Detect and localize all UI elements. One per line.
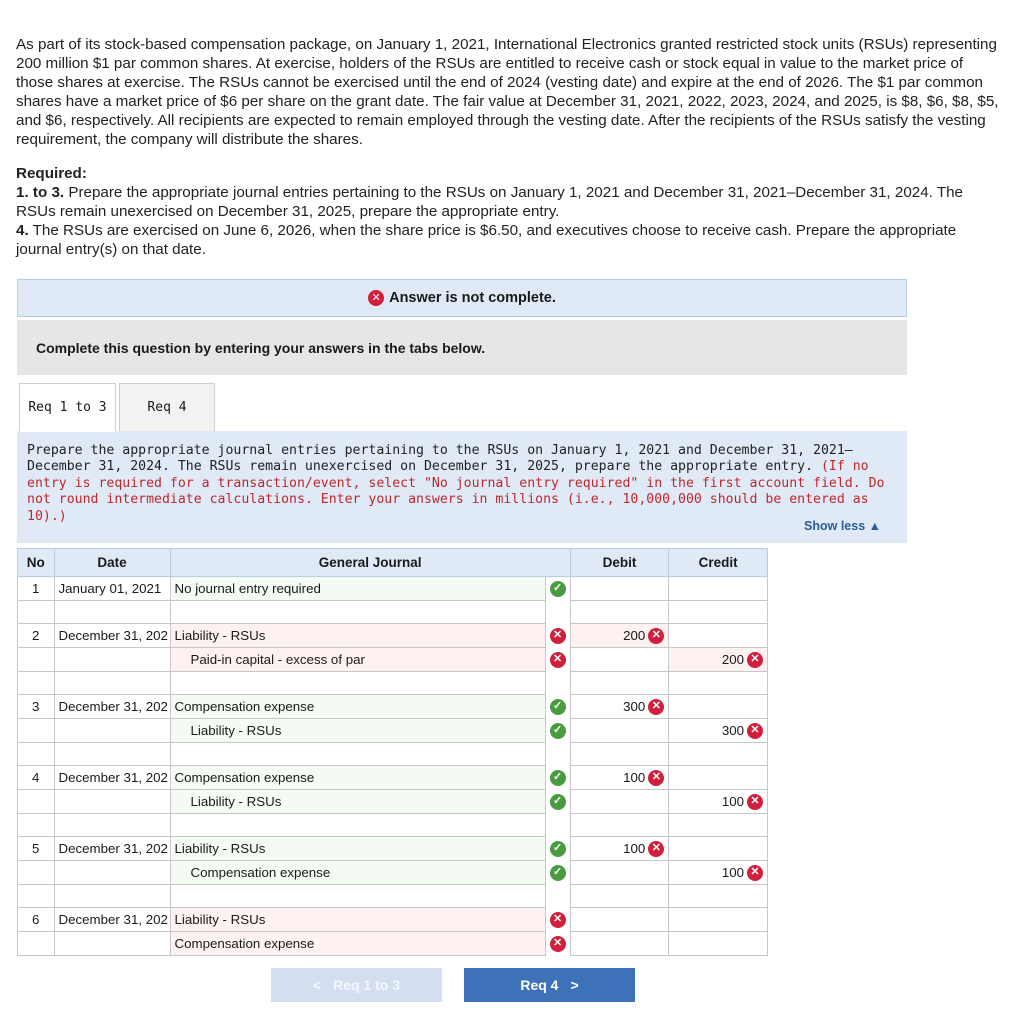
x-circle-icon: ✕	[747, 794, 763, 810]
date-field[interactable]	[54, 932, 170, 956]
debit-amount	[623, 628, 664, 644]
check-circle-icon: ✓	[550, 841, 566, 857]
instruction-text: Complete this question by entering your answers in the tabs below.	[36, 339, 486, 356]
empty-cell	[669, 743, 768, 766]
account-mark	[545, 766, 570, 790]
required-item-1	[16, 183, 1001, 221]
account-mark	[545, 790, 570, 814]
show-less-link[interactable]: Show less ▲	[804, 518, 881, 533]
header-debit: Debit	[570, 549, 669, 577]
required-item-4-number: 4.	[16, 222, 29, 239]
date-field[interactable]	[54, 790, 170, 814]
empty-cell	[545, 814, 570, 837]
debit-field[interactable]	[570, 861, 669, 885]
credit-field[interactable]	[669, 648, 768, 672]
journal-row	[18, 719, 768, 743]
account-field[interactable]	[170, 719, 545, 743]
date-text: January 01, 2021	[58, 581, 162, 596]
debit-value: 200	[623, 628, 646, 643]
credit-field[interactable]	[669, 861, 768, 885]
required-item-4	[16, 221, 1001, 259]
account-mark	[545, 908, 570, 932]
account-field[interactable]	[170, 932, 545, 956]
date-field[interactable]	[54, 861, 170, 885]
journal-row	[18, 624, 768, 648]
journal-header-row	[18, 549, 768, 577]
debit-field[interactable]	[570, 577, 669, 601]
account-text: Compensation expense	[190, 865, 331, 880]
date-field[interactable]	[54, 719, 170, 743]
debit-field[interactable]	[570, 648, 669, 672]
empty-cell	[669, 885, 768, 908]
x-circle-icon: ✕	[550, 936, 566, 952]
debit-value: 100	[623, 770, 646, 785]
entry-number	[18, 908, 55, 932]
journal-row	[18, 695, 768, 719]
entry-number-text: 3	[32, 699, 40, 714]
entry-number	[18, 719, 55, 743]
prev-req-button[interactable]	[271, 968, 442, 1002]
debit-value: 300	[623, 699, 646, 714]
empty-cell	[170, 743, 545, 766]
credit-field[interactable]	[669, 624, 768, 648]
account-text: Compensation expense	[174, 936, 315, 951]
account-field[interactable]	[170, 577, 545, 601]
date-field[interactable]	[54, 648, 170, 672]
account-field[interactable]	[170, 624, 545, 648]
empty-cell	[18, 601, 55, 624]
debit-field[interactable]	[570, 719, 669, 743]
account-text: Liability - RSUs	[190, 794, 282, 809]
empty-cell	[170, 814, 545, 837]
journal-row	[18, 766, 768, 790]
journal-body	[18, 577, 768, 956]
x-circle-icon: ✕	[747, 865, 763, 881]
check-circle-icon: ✓	[550, 723, 566, 739]
account-field[interactable]	[170, 695, 545, 719]
problem-text: As part of its stock-based compensation package, on January 1, 2021, International Electronics granted restricted stock units (RSUs) representing 200 million $1 par common shares. At exercise, holders of the RSUs are entitled to receive cash or stock equal in value to the market price of those shares at exercise. The RSUs cannot be exercised until the end of 2024 (vesting date) and expire at the end of 2026. The $1 par common shares have a market price of $6 per share on the grant date. The fair value at December 31, 2021, 2022, 2023, 2024, and 2025, is $8, $6, $8, $5, and $6, respectively. All recipients are expected to remain employed through the vesting date. After the recipients of the RSUs satisfy the vesting requirement, the company will distribute the shares.	[16, 36, 999, 148]
account-mark	[545, 932, 570, 956]
journal-row	[18, 790, 768, 814]
x-circle-icon: ✕	[747, 652, 763, 668]
entry-number	[18, 624, 55, 648]
date-field[interactable]	[54, 766, 170, 790]
credit-field[interactable]	[669, 932, 768, 956]
credit-amount	[722, 865, 763, 881]
chevron-right-icon: >	[570, 977, 579, 993]
date-text: December 31, 202	[58, 628, 168, 643]
account-text: Liability - RSUs	[190, 723, 282, 738]
account-text: Compensation expense	[174, 770, 315, 785]
empty-cell	[170, 672, 545, 695]
header-date: Date	[54, 549, 170, 577]
account-text: Compensation expense	[174, 699, 315, 714]
required-item-4-text: The RSUs are exercised on June 6, 2026, when the share price is $6.50, and executives choose to receive cash. Prepare the appropriate journal entry(s) on that date.	[16, 222, 957, 258]
tab-req-4[interactable]	[119, 383, 215, 432]
debit-amount	[623, 770, 664, 786]
x-circle-icon: ✕	[550, 628, 566, 644]
empty-cell	[545, 601, 570, 624]
entry-number	[18, 648, 55, 672]
entry-number-text: 5	[32, 841, 40, 856]
empty-cell	[570, 601, 669, 624]
entry-number-text: 6	[32, 912, 40, 927]
entry-number	[18, 837, 55, 861]
entry-number	[18, 861, 55, 885]
date-text: December 31, 202	[58, 770, 168, 785]
credit-field[interactable]	[669, 577, 768, 601]
empty-cell	[18, 885, 55, 908]
next-req-button[interactable]	[464, 968, 635, 1002]
spacer-row	[18, 601, 768, 624]
entry-number	[18, 695, 55, 719]
empty-cell	[54, 672, 170, 695]
credit-amount	[722, 794, 763, 810]
x-circle-icon: ✕	[648, 699, 664, 715]
empty-cell	[570, 814, 669, 837]
check-circle-icon: ✓	[550, 581, 566, 597]
empty-cell	[54, 743, 170, 766]
required-item-1-text: Prepare the appropriate journal entries pertaining to the RSUs on January 1, 2021 and December 31, 2021–December 31, 2024. The RSUs remain unexercised on December 31, 2025, prepare the appropriate entry.	[16, 184, 963, 220]
journal-row	[18, 861, 768, 885]
journal-row	[18, 648, 768, 672]
required-heading: Required:	[16, 165, 87, 182]
problem-statement	[16, 36, 1001, 149]
spacer-row	[18, 743, 768, 766]
x-circle-icon: ✕	[648, 770, 664, 786]
empty-cell	[570, 743, 669, 766]
credit-field[interactable]	[669, 908, 768, 932]
credit-value: 100	[721, 865, 744, 880]
journal-table	[17, 548, 768, 956]
account-field[interactable]	[170, 861, 545, 885]
credit-field[interactable]	[669, 837, 768, 861]
check-circle-icon: ✓	[550, 865, 566, 881]
header-general-journal: General Journal	[170, 549, 570, 577]
account-mark	[545, 577, 570, 601]
empty-cell	[18, 814, 55, 837]
spacer-row	[18, 814, 768, 837]
prev-req-label: Req 1 to 3	[333, 977, 401, 993]
date-field[interactable]	[54, 624, 170, 648]
x-circle-icon: ✕	[550, 652, 566, 668]
empty-cell	[545, 743, 570, 766]
empty-cell	[54, 814, 170, 837]
account-text: Liability - RSUs	[174, 912, 266, 927]
entry-number	[18, 932, 55, 956]
chevron-left-icon: <	[312, 977, 322, 993]
journal-row	[18, 837, 768, 861]
credit-value: 100	[721, 794, 744, 809]
entry-number	[18, 790, 55, 814]
header-no: No	[18, 549, 55, 577]
empty-cell	[170, 601, 545, 624]
account-text: Liability - RSUs	[174, 841, 266, 856]
required-item-1-number: 1. to 3.	[16, 184, 65, 201]
panel-text: Prepare the appropriate journal entries pertaining to the RSUs on January 1, 2021 and December 31, 2021–December 31, 2024. The RSUs remain unexercised on December 31, 2025, prepare the appropriate entry.	[27, 443, 853, 475]
check-circle-icon: ✓	[550, 794, 566, 810]
account-text: No journal entry required	[174, 581, 321, 596]
debit-field[interactable]	[570, 695, 669, 719]
debit-field[interactable]	[570, 932, 669, 956]
empty-cell	[570, 885, 669, 908]
panel-hint: (If no entry is required for a transaction/event, select "No journal entry required" in the first account field. Do not round intermediate calculations. Enter your answers in millions (i.e., 10,000,000 should be entered as 10).)	[27, 459, 885, 524]
date-field[interactable]	[54, 837, 170, 861]
empty-cell	[570, 672, 669, 695]
question-panel	[17, 431, 907, 543]
header-credit: Credit	[669, 549, 768, 577]
journal-row	[18, 932, 768, 956]
credit-field[interactable]	[669, 695, 768, 719]
debit-field[interactable]	[570, 766, 669, 790]
account-field[interactable]	[170, 908, 545, 932]
account-field[interactable]	[170, 648, 545, 672]
empty-cell	[170, 885, 545, 908]
debit-field[interactable]	[570, 908, 669, 932]
debit-field[interactable]	[570, 790, 669, 814]
account-field[interactable]	[170, 766, 545, 790]
answer-status-bar	[17, 279, 907, 317]
empty-cell	[669, 672, 768, 695]
x-circle-icon: ✕	[648, 841, 664, 857]
account-text: Liability - RSUs	[174, 628, 266, 643]
journal-row	[18, 908, 768, 932]
empty-cell	[18, 672, 55, 695]
date-field[interactable]	[54, 577, 170, 601]
required-section	[16, 164, 1001, 259]
account-field[interactable]	[170, 790, 545, 814]
account-mark	[545, 719, 570, 743]
entry-number	[18, 577, 55, 601]
account-mark	[545, 837, 570, 861]
credit-field[interactable]	[669, 766, 768, 790]
account-text: Paid-in capital - excess of par	[190, 652, 365, 667]
debit-value: 100	[623, 841, 646, 856]
spacer-row	[18, 672, 768, 695]
x-circle-icon: ✕	[368, 290, 384, 306]
account-field[interactable]	[170, 837, 545, 861]
entry-number-text: 1	[32, 581, 40, 596]
spacer-row	[18, 885, 768, 908]
credit-amount	[722, 652, 763, 668]
debit-field[interactable]	[570, 837, 669, 861]
entry-number-text: 2	[32, 628, 40, 643]
tab-req-1-to-3[interactable]	[19, 383, 116, 432]
debit-amount	[623, 841, 664, 857]
empty-cell	[669, 601, 768, 624]
debit-field[interactable]	[570, 624, 669, 648]
account-mark	[545, 695, 570, 719]
debit-amount	[623, 699, 664, 715]
empty-cell	[18, 743, 55, 766]
tab-req-4-label: Req 4	[147, 400, 187, 415]
date-text: December 31, 202	[58, 699, 168, 714]
x-circle-icon: ✕	[648, 628, 664, 644]
credit-value: 300	[721, 723, 744, 738]
next-req-label: Req 4	[520, 977, 559, 993]
credit-field[interactable]	[669, 719, 768, 743]
empty-cell	[54, 601, 170, 624]
credit-field[interactable]	[669, 790, 768, 814]
instruction-bar	[17, 320, 907, 375]
entry-number-text: 4	[32, 770, 40, 785]
empty-cell	[545, 672, 570, 695]
credit-amount	[722, 723, 763, 739]
credit-value: 200	[721, 652, 744, 667]
empty-cell	[669, 814, 768, 837]
check-circle-icon: ✓	[550, 770, 566, 786]
x-circle-icon: ✕	[747, 723, 763, 739]
answer-status-text: Answer is not complete.	[389, 290, 556, 306]
date-text: December 31, 202	[58, 841, 168, 856]
entry-number	[18, 766, 55, 790]
account-mark	[545, 861, 570, 885]
tab-req-1-to-3-label: Req 1 to 3	[28, 400, 107, 415]
check-circle-icon: ✓	[550, 699, 566, 715]
account-mark	[545, 648, 570, 672]
date-field[interactable]	[54, 695, 170, 719]
account-mark	[545, 624, 570, 648]
empty-cell	[545, 885, 570, 908]
journal-row	[18, 577, 768, 601]
date-text: December 31, 202	[58, 912, 168, 927]
date-field[interactable]	[54, 908, 170, 932]
empty-cell	[54, 885, 170, 908]
x-circle-icon: ✕	[550, 912, 566, 928]
